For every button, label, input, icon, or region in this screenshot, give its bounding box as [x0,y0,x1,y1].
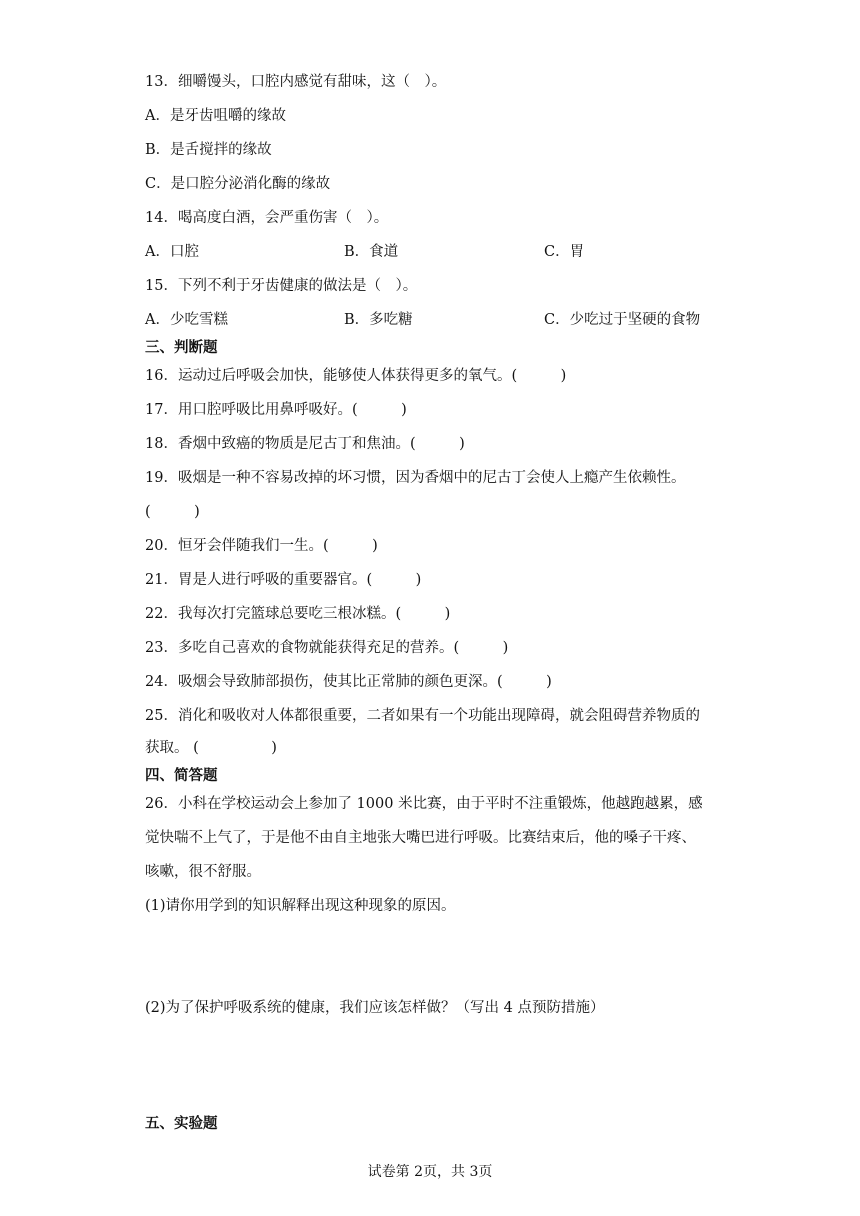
question-13-option-c: C．是口腔分泌消化酶的缘故 [145,176,331,192]
page-footer: 试卷第 2页，共 3页 [367,1164,493,1180]
question-15-option-c: C．少吃过于坚硬的食物 [544,312,701,328]
question-15-option-b: B．多吃糖 [344,312,413,328]
question-14-stem: 14．喝高度白酒，会严重伤害（ ）。 [145,210,389,226]
question-14-option-b: B．食道 [344,244,399,260]
question-23: 23．多吃自己喜欢的食物就能获得充足的营养。( ) [145,640,509,656]
question-21: 21．胃是人进行呼吸的重要器官。( ) [145,572,422,588]
question-20: 20．恒牙会伴随我们一生。( ) [145,538,378,554]
section-3-heading: 三、判断题 [145,339,218,356]
question-18: 18．香烟中致癌的物质是尼古丁和焦油。( ) [145,436,465,452]
question-13-stem: 13．细嚼馒头，口腔内感觉有甜味，这（ ）。 [145,74,447,90]
question-26-sub-2: (2)为了保护呼吸系统的健康，我们应该怎样做？（写出 4 点预防措施） [145,1000,605,1016]
question-16: 16．运动过后呼吸会加快，能够使人体获得更多的氧气。( ) [145,368,567,384]
question-14-option-a: A．口腔 [145,244,199,260]
question-26-line-3: 咳嗽，很不舒服。 [145,864,261,880]
question-25-continued: 获取。 ( ) [145,740,277,756]
question-13-option-b: B．是舌搅拌的缘故 [145,142,272,158]
question-24: 24．吸烟会导致肺部损伤，使其比正常肺的颜色更深。( ) [145,674,552,690]
question-26-line-1: 26．小科在学校运动会上参加了 1000 米比赛，由于平时不注重锻炼，他越跑越累，感 [145,796,703,812]
question-17: 17．用口腔呼吸比用鼻呼吸好。( ) [145,402,407,418]
question-25: 25．消化和吸收对人体都很重要，二者如果有一个功能出现障碍，就会阻碍营养物质的 [145,708,700,724]
section-4-heading: 四、简答题 [145,767,218,784]
question-26-sub-1: (1)请你用学到的知识解释出现这种现象的原因。 [145,898,456,914]
question-22: 22．我每次打完篮球总要吃三根冰糕。( ) [145,606,451,622]
question-14-option-c: C．胃 [544,244,585,260]
question-26-line-2: 觉快喘不上气了，于是他不由自主地张大嘴巴进行呼吸。比赛结束后，他的嗓子干疼、 [145,830,696,846]
question-19: 19．吸烟是一种不容易改掉的坏习惯，因为香烟中的尼古丁会使人上瘾产生依赖性。 [145,470,686,486]
section-5-heading: 五、实验题 [145,1115,218,1132]
question-19-answer-blank: ( ) [145,504,200,520]
question-15-option-a: A．少吃雪糕 [145,312,228,328]
question-13-option-a: A．是牙齿咀嚼的缘故 [145,108,286,124]
question-15-stem: 15．下列不利于牙齿健康的做法是（ ）。 [145,278,418,294]
